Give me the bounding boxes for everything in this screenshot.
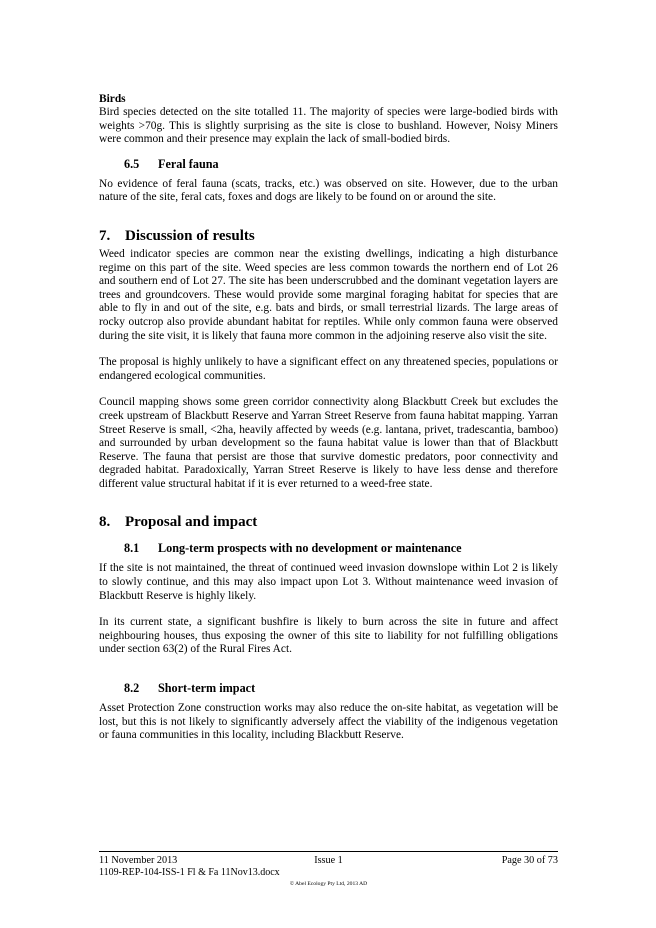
longterm-paragraph-1: If the site is not maintained, the threat of continued weed invasion downslope within Lot 2 is likely to slowly continue, and this may also impact upon Lot 3. Without maintenance weed invasion of Blackbutt Reserve is highly likely. xyxy=(99,562,558,602)
section-number: 7. xyxy=(99,227,111,244)
footer-issue: Issue 1 xyxy=(314,855,343,866)
section-8-2-heading xyxy=(124,681,558,696)
section-title: Feral fauna xyxy=(158,156,219,171)
footer-document-reference: 1109-REP-104-ISS-1 Fl & Fa 11Nov13.docx xyxy=(99,867,280,878)
birds-paragraph: Bird species detected on the site totalled 11. The majority of species were large-bodied birds with weights >70g. This is slightly surprising as the site is close to bushland. However, Noisy Miners were common and their presence may explain the lack of small-bodied birds. xyxy=(99,106,558,146)
page-footer xyxy=(99,851,558,888)
section-title: Proposal and impact xyxy=(125,514,258,531)
feral-paragraph: No evidence of feral fauna (scats, tracks, etc.) was observed on site. However, due to the urban nature of the site, feral cats, foxes and dogs are likely to be found on or around the site. xyxy=(99,177,558,204)
section-number: 8.2 xyxy=(124,681,140,696)
section-number: 6.5 xyxy=(124,156,140,171)
footer-copyright: © Abel Ecology Pty Ltd, 2013 AD xyxy=(289,881,368,887)
section-title: Long-term prospects with no development or maintenance xyxy=(158,541,462,556)
longterm-paragraph-2: In its current state, a significant bushfire is likely to burn across the site in future and affect neighbouring houses, thus exposing the owner of this site to liability for not fulfilling obligations under section 63(2) of the Rural Fires Act. xyxy=(99,616,558,656)
document-body xyxy=(99,92,558,743)
footer-page-number: Page 30 of 73 xyxy=(501,855,558,866)
section-title: Discussion of results xyxy=(125,227,255,244)
footer-row xyxy=(99,855,558,867)
section-8-1-heading xyxy=(124,541,558,556)
footer-date: 11 November 2013 xyxy=(99,855,178,866)
discussion-paragraph-3: Council mapping shows some green corridor connectivity along Blackbutt Creek but excludes the creek upstream of Blackbutt Reserve and Yarran Street Reserve from fauna habitat mapping. Yarran Street Reserve is small, <2ha, heavily affected by weeds (e.g. lantana, privet, tradescantia, bamboo) and surrounded by urban development so the fauna habitat value is lower than that of Blackbutt Reserve. The fauna that persist are those that survive domestic predators, poor connectivity and degraded habitat. Paradoxically, Yarran Street Reserve is likely to have less dense and therefore different value structural habitat if it is ever returned to a weed-free state. xyxy=(99,396,558,490)
section-number: 8. xyxy=(99,514,111,531)
section-6-5-heading xyxy=(124,157,558,172)
section-7-heading xyxy=(99,227,558,245)
discussion-paragraph-2: The proposal is highly unlikely to have a significant effect on any threatened species, populations or endangered ecological communities. xyxy=(99,356,558,382)
section-number: 8.1 xyxy=(124,541,140,556)
birds-heading: Birds xyxy=(99,93,126,105)
shortterm-paragraph-1: Asset Protection Zone construction works may also reduce the on-site habitat, as vegetation will be lost, but this is not likely to significantly adversely affect the viability of the indigenous vegetation or fauna communities in this locality, including Blackbutt Reserve. xyxy=(99,702,558,742)
section-8-heading xyxy=(99,513,558,531)
discussion-paragraph-1: Weed indicator species are common near the existing dwellings, indicating a high disturbance regime on this part of the site. Weed species are less common towards the northern end of Lot 26 and southern end of Lot 27. The site has been underscrubbed and the dominant vegetation layers are trees and groundcovers. These would provide some marginal foraging habitat for species that are able to fly in and out of the site, e.g. bats and birds, or small terrestrial lizards. The large areas of rocky outcrop also provide abundant habitat for reptiles. While only common fauna were observed during the site visit, it is likely that fauna more common in the adjoining reserve also visit the site. xyxy=(99,247,558,342)
section-title: Short-term impact xyxy=(158,681,256,696)
